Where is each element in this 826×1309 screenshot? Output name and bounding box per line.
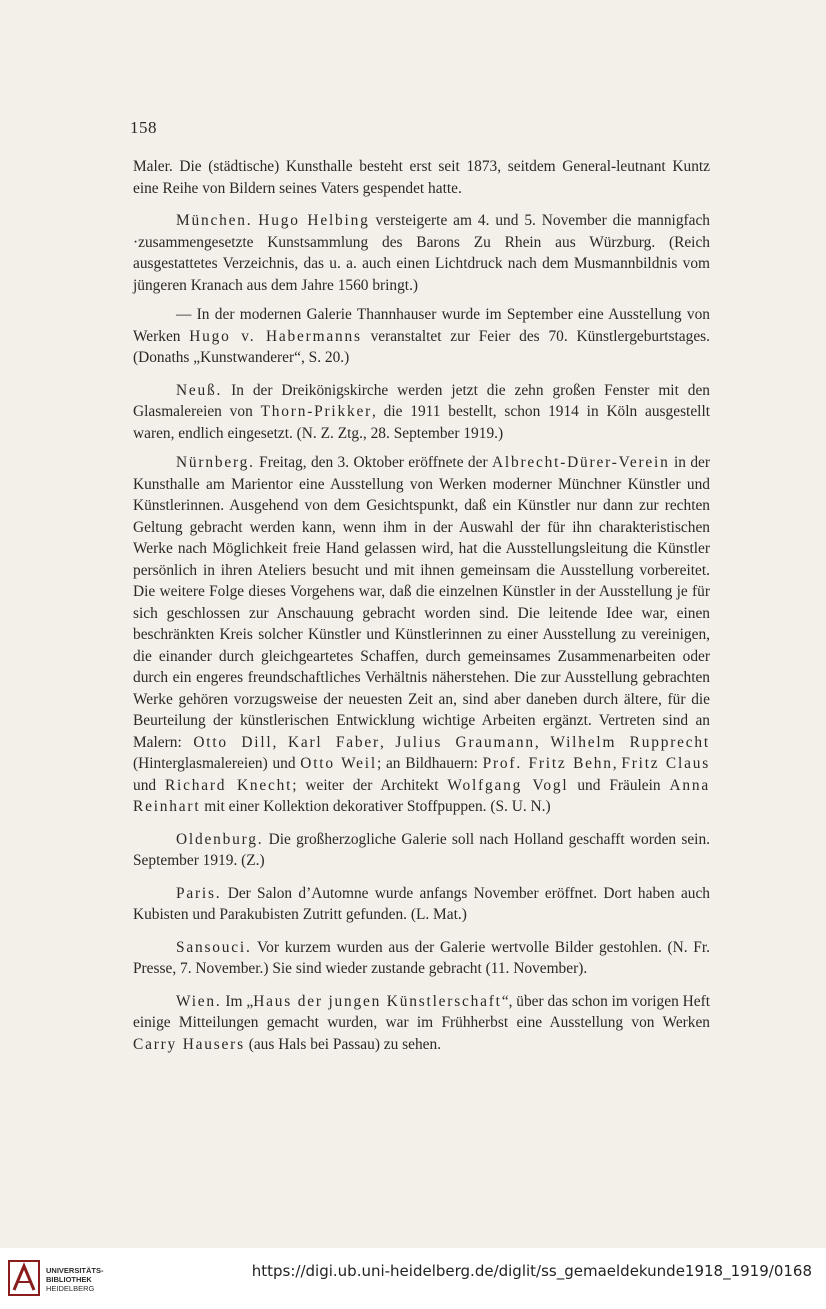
spaced-name: Wien. (176, 992, 222, 1010)
spaced-name: Wolfgang Vogl (447, 776, 569, 794)
text-run: ; weiter der Architekt (292, 776, 448, 794)
text-run: mit einer Kollektion dekorativer Stoffpuppen. (S. U. N.) (200, 798, 551, 815)
text-run: Maler. Die (städtische) Kunsthalle besteht erst seit 1873, seitdem General-leutnant Kuntz eine Reihe von Bildern seines Vaters gespendet hatte. (133, 158, 710, 197)
text-run: — In der modernen Galerie Thannhauser wurde im September eine Ausstellung von Werken (133, 306, 710, 345)
paragraph (133, 829, 710, 872)
text-run: Die großherzogliche Galerie soll nach Holland geschafft worden sein. September 1919. (Z.) (133, 830, 710, 869)
spaced-name: Wilhelm Rupprecht (550, 733, 710, 751)
text-run: Freitag, den 3. Oktober eröffnete der (254, 454, 492, 471)
spaced-name: München. (176, 212, 253, 229)
text-run: (Hinterglasmalereien) und (133, 755, 301, 772)
spaced-name: Nürnberg. (176, 454, 255, 471)
paragraph (133, 156, 710, 199)
spaced-name: Otto Dill (193, 733, 273, 751)
text-run: , die 1911 bestellt, schon 1914 in Köln ausgestellt waren, endlich eingesetzt. (N. Z. Ztg., 28. September 1919.) (133, 403, 710, 442)
spaced-name: Albrecht-Dürer-Verein (491, 454, 670, 471)
text-run: ; an Bildhauern: (376, 755, 483, 772)
paragraph (133, 304, 710, 369)
text-run: Vor kurzem wurden aus der Galerie wertvolle Bilder gestohlen. (N. Fr. Presse, 7. November.) Sie sind wieder zustande gebracht (11. November). (133, 938, 710, 977)
text-run: In der Dreikönigskirche werden jetzt die zehn großen Fenster mit den Glasmalereien von (133, 381, 710, 420)
spaced-name: Fritz Claus (621, 755, 710, 772)
library-logo[interactable] (8, 1258, 118, 1302)
text-run: veranstaltet zur Feier des 70. Künstlergeburtstages. (Donaths „Kunstwanderer“, S. 20.) (133, 327, 710, 366)
text-run: und Fräulein (568, 776, 670, 794)
spaced-name: Paris. (176, 884, 222, 902)
text-run: , (272, 733, 288, 751)
spaced-name: Carry Hausers (133, 1035, 245, 1053)
library-logo-icon (8, 1260, 40, 1296)
spaced-name: Julius Graumann (395, 733, 535, 751)
text-run: Im „ (221, 992, 254, 1010)
text-run: “, über das schon im vorigen Heft einige Mitteilungen gemacht wurden, war im Frühherbst eine Ausstellung von Werken (133, 992, 710, 1031)
logo-line: BIBLIOTHEK (46, 1275, 92, 1284)
text-run: in der Kunsthalle am Marientor eine Ausstellung von Werken moderner Münchner Künstler und Künstlerinnen. Ausgehend von dem Gesichtspunkt, daß ein Künstler nur dann zur rechten Geltung gebracht werden kann, wenn ihm in der Auswahl der für ihn charakteristischen Werke nach Möglichkeit freie Hand gelassen wird, hat die Ausstellungsleitung die Künstler persönlich in ihren Ateliers besucht und mit ihnen gemeinsam die Ausstellung vorbereitet. Die weitere Folge dieses Vorgehens war, daß die einzelnen Künstler in der Ausstellung je für sich geschlossen zur Anschauung gebracht worden sind. Die leitende Idee war, einen beschränkten Kreis solcher Künstler und Künstlerinnen zu einer Ausstellung zu vereinigen, die einander durch gleichgeartetes Schaffen, durch gemeinsames Zusammenarbeiten oder durch ein engeres freundschaftliches Verhältnis näherstehen. Die zur Ausstellung gebrachten Werke gehören vorzugsweise der neuesten Zeit an, sind aber daneben durch ältere, für die Beurteilung der künstlerischen Entwicklung wichtige Arbeiten ergänzt. Vertreten sind an Malern: (133, 454, 710, 751)
paragraph (133, 380, 710, 445)
text-run: , (534, 733, 551, 751)
page-number: 158 (130, 118, 157, 137)
paragraph (133, 937, 710, 980)
text-run: Der Salon d’Automne wurde anfangs November eröffnet. Dort haben auch Kubisten und Parakubisten Zutritt gefunden. (L. Mat.) (133, 884, 710, 923)
text-column (133, 156, 710, 1055)
library-logo-text (46, 1266, 104, 1293)
text-run: (aus Hals bei Passau) zu sehen. (244, 1035, 442, 1053)
paragraph (133, 883, 710, 926)
spaced-name: Oldenburg. (176, 830, 264, 848)
spaced-name: Hugo v. Habermanns (189, 327, 362, 345)
paragraph (133, 991, 710, 1056)
spaced-name: Haus der jungen Künstlerschaft (253, 992, 502, 1010)
logo-line: HEIDELBERG (46, 1284, 95, 1293)
footer-bar (0, 1248, 826, 1309)
text-run: , (612, 755, 622, 772)
spaced-name: Otto Weil (300, 755, 377, 772)
text-run: , (379, 733, 396, 751)
spaced-name: Hugo Helbing (258, 212, 370, 229)
permalink-url[interactable]: https://digi.ub.uni-heidelberg.de/diglit/ss_gemaeldekunde1918_1919/0168 (251, 1262, 812, 1280)
paragraph (133, 452, 710, 818)
spaced-name: Karl Faber (287, 733, 380, 751)
spaced-name: Richard Knecht (164, 776, 293, 794)
paragraph (133, 210, 710, 296)
spaced-name: Thorn-Prikker (260, 403, 373, 420)
logo-line: UNIVERSITÄTS- (46, 1266, 104, 1275)
spaced-name: Prof. Fritz Behn (482, 755, 613, 772)
spaced-name: Anna Reinhart (133, 776, 711, 815)
text-run: versteigerte am 4. und 5. November die mannigfach ·zusammengesetzte Kunstsammlung des Barons Zu Rhein aus Würzburg. (Reich ausgestattetes Verzeichnis, das u. a. auch einen Lichtdruck nach dem Musmannbildnis vom jüngeren Kranach aus dem Jahre 1560 bringt.) (133, 212, 710, 294)
spaced-name: Sansouci. (176, 938, 252, 956)
spaced-name: Neuß. (176, 381, 223, 399)
text-run: und (133, 776, 165, 794)
